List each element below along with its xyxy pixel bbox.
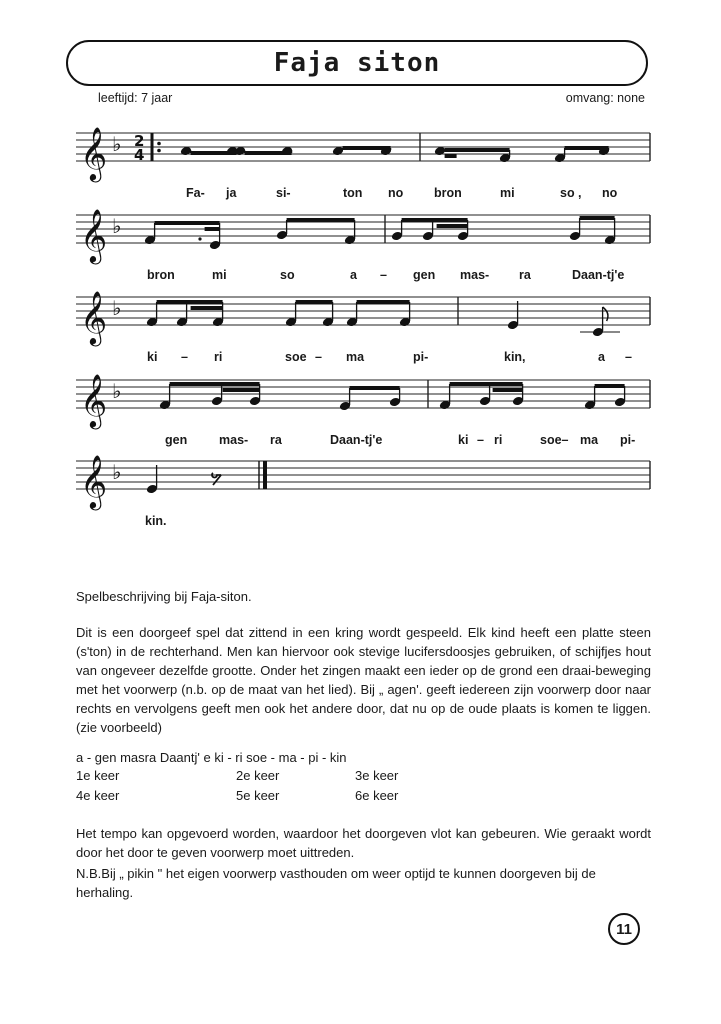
- age-label: leeftijd: 7 jaar: [98, 91, 173, 105]
- lyric-syllable: –: [380, 268, 387, 282]
- flat-sign: ♭: [112, 132, 122, 156]
- flat-sign: ♭: [112, 296, 122, 320]
- repeat-dot: [157, 142, 161, 146]
- description-paragraph-1: Dit is een doorgeef spel dat zittend in een kring wordt gespeeld. Elk kind heeft een platte steen (s'ton) in de rechterhand. Men kan hiervoor ook stevige lucifersdoosjes gebruiken, of schijfjes hout van ongeveer dezelfde grootte. Onder het zingen maakt een ieder op de grond een draai-beweging met het voorwerp (n.b. op de maat van het lied). Bij „ agen'. geeft iedereen zijn voorwerp door naar rechts en vervolgens geeft men ook het andere door, dat nu op de oude plaats is komen te liggen. (zie voorbeeld): [76, 625, 651, 735]
- range-label: omvang: none: [565, 91, 645, 105]
- lyric-syllable: soe–: [540, 433, 569, 447]
- lyric-syllable: gen: [413, 268, 436, 282]
- lyric-syllable: si-: [276, 186, 291, 200]
- page-title: Faja siton: [273, 48, 441, 78]
- lyric-syllable: ton: [343, 186, 363, 200]
- lyric-syllable: so ,: [560, 186, 582, 200]
- time-signature: 2: [134, 132, 145, 150]
- treble-clef: 𝄞: [80, 126, 108, 180]
- lyric-syllable: ma: [580, 433, 599, 447]
- keer-label: 5e keer: [236, 788, 280, 803]
- lyric-syllable: soe: [285, 350, 307, 364]
- lyric-syllable: ra: [270, 433, 282, 447]
- repeat-dot: [157, 149, 161, 153]
- lyric-syllable: Fa-: [186, 186, 205, 200]
- lyric-syllable: ki: [147, 350, 158, 364]
- lyric-syllable: a: [350, 268, 357, 282]
- keer-label: 3e keer: [355, 768, 399, 783]
- lyric-syllable: kin.: [145, 514, 167, 528]
- lyric-syllable: –: [625, 350, 632, 364]
- lyric-syllable: ja: [226, 186, 237, 200]
- lyric-syllable: ra: [519, 268, 531, 282]
- keer-label: 4e keer: [76, 788, 120, 803]
- lyric-syllable: –: [315, 350, 322, 364]
- lyric-syllable: Daan-tj'e: [330, 433, 383, 447]
- lyric-syllable: mas-: [219, 433, 249, 447]
- description-heading: Spelbeschrijving bij Faja-siton.: [76, 589, 252, 604]
- keer-label: 6e keer: [355, 788, 399, 803]
- lyric-syllable: –: [477, 433, 484, 447]
- flat-sign: ♭: [112, 214, 122, 238]
- lyric-syllable: mas-: [460, 268, 490, 282]
- lyric-syllable: ri: [494, 433, 503, 447]
- description-paragraph-3: N.B.Bij „ pikin " het eigen voorwerp vasthouden om weer optijd te kunnen doorgeven bij de herhaling.: [76, 866, 596, 900]
- treble-clef: 𝄞: [80, 454, 108, 508]
- lyric-syllable: Daan-tj'e: [572, 268, 625, 282]
- staves: [76, 126, 650, 510]
- lyric-syllable: a: [598, 350, 605, 364]
- lyric-syllable: ki: [458, 433, 469, 447]
- lyric-syllable: no: [388, 186, 404, 200]
- treble-clef: 𝄞: [80, 208, 108, 262]
- lyric-syllable: no: [602, 186, 618, 200]
- lyric-syllable: mi: [212, 268, 227, 282]
- lyric-syllable: so: [280, 268, 295, 282]
- note-dot: [198, 237, 201, 240]
- lyric-syllable: ri: [214, 350, 223, 364]
- flat-sign: ♭: [112, 379, 122, 403]
- flat-sign: ♭: [112, 460, 122, 484]
- treble-clef: 𝄞: [80, 290, 108, 344]
- lyric-syllable: gen: [165, 433, 188, 447]
- description-paragraph-2: Het tempo kan opgevoerd worden, waardoor het doorgeven vlot kan gebeuren. Wie geraakt wordt door het door te geven voorwerp moet uittreden.: [76, 826, 651, 860]
- lyric-syllable: bron: [434, 186, 462, 200]
- lyric-syllable: ma: [346, 350, 365, 364]
- lyric-syllable: pi-: [620, 433, 636, 447]
- note-flag: [603, 307, 608, 321]
- lyric-syllable: –: [181, 350, 188, 364]
- lyric-syllable: mi: [500, 186, 515, 200]
- time-signature: 4: [134, 146, 145, 164]
- keer-label: 2e keer: [236, 768, 280, 783]
- lyric-syllable: bron: [147, 268, 175, 282]
- lyric-syllable: kin,: [504, 350, 526, 364]
- treble-clef: 𝄞: [80, 373, 108, 427]
- page-number-text: 11: [616, 920, 632, 938]
- page-number: [608, 913, 640, 945]
- keer-label: 1e keer: [76, 768, 120, 783]
- lyric-syllable: pi-: [413, 350, 429, 364]
- example-line: a - gen masra Daantj' e ki - ri soe - ma - pi - kin: [76, 750, 347, 765]
